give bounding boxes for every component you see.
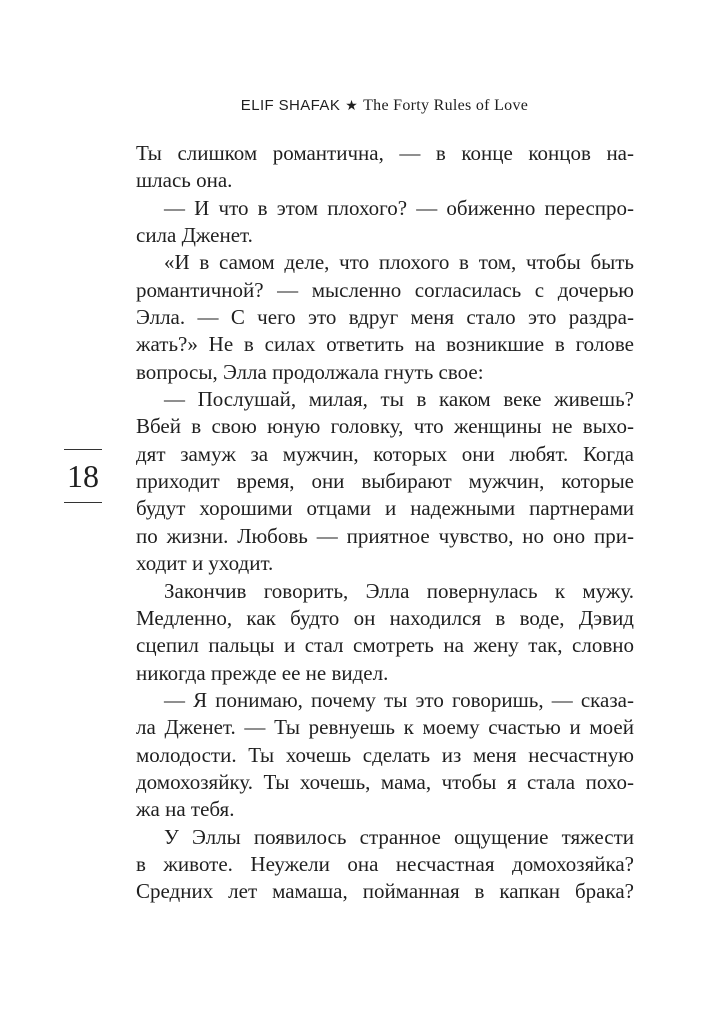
text-line: шлась она. — [136, 168, 233, 193]
text-line: в животе. Неужели она несчастная домохозяйка? — [136, 851, 634, 876]
text-line: дят замуж за мужчин, которых они любят. Когда — [136, 441, 634, 466]
text-line: У Эллы появилось странное ощущение тяжести — [164, 824, 634, 849]
text-line: вопросы, Элла продолжала гнуть свое: — [136, 359, 484, 384]
text-line: — Послушай, милая, ты в каком веке живешь? — [164, 387, 634, 412]
body-text — [136, 140, 634, 906]
text-line: приходит время, они выбирают мужчин, которые — [136, 469, 634, 494]
text-line: Медленно, как будто он находился в воде, Дэвид — [136, 605, 634, 630]
text-line: — И что в этом плохого? — обиженно переспро- — [164, 195, 634, 220]
text-line: жать?» Не в силах ответить на возникшие в голове — [136, 332, 634, 357]
header-book-title: The Forty Rules of Love — [363, 97, 529, 114]
text-line: Закончив говорить, Элла повернулась к мужу. — [164, 578, 634, 603]
text-line: по жизни. Любовь — приятное чувство, но оно при- — [136, 523, 634, 548]
page-number-block — [64, 449, 102, 503]
text-line: Средних лет мамаша, пойманная в капкан брака? — [136, 879, 634, 904]
header-author: ELIF SHAFAK — [240, 97, 341, 114]
text-line: ходит и уходит. — [136, 551, 274, 576]
text-line: Ты слишком романтична, — в конце концов на- — [136, 141, 634, 165]
text-line: молодости. Ты хочешь сделать из меня несчастную — [136, 742, 634, 767]
text-line: домохозяйку. Ты хочешь, мама, чтобы я стала похо- — [136, 769, 634, 794]
star-icon: ★ — [345, 99, 359, 114]
text-line: «И в самом деле, что плохого в том, чтобы быть — [164, 250, 634, 275]
text-line: — Я понимаю, почему ты это говоришь, — сказа- — [164, 687, 634, 712]
text-line: Вбей в свою юную головку, что женщины не выхо- — [136, 414, 634, 439]
text-line: ла Дженет. — Ты ревнуешь к моему счастью и моей — [136, 715, 634, 740]
text-line: романтичной? — мысленно согласилась с дочерью — [136, 277, 634, 302]
text-line: будут хорошими отцами и надежными партнерами — [136, 496, 634, 521]
text-line: жа на тебя. — [136, 797, 235, 822]
text-line: сцепил пальцы и стал смотреть на жену так, словно — [136, 633, 634, 658]
running-header — [136, 96, 633, 117]
page-number-bottom-rule — [64, 502, 102, 503]
text-line: сила Дженет. — [136, 223, 253, 248]
text-line: Элла. — С чего это вдруг меня стало это раздра- — [136, 305, 634, 330]
page-number: 18 — [67, 458, 99, 494]
text-line: никогда прежде ее не видел. — [136, 660, 389, 685]
